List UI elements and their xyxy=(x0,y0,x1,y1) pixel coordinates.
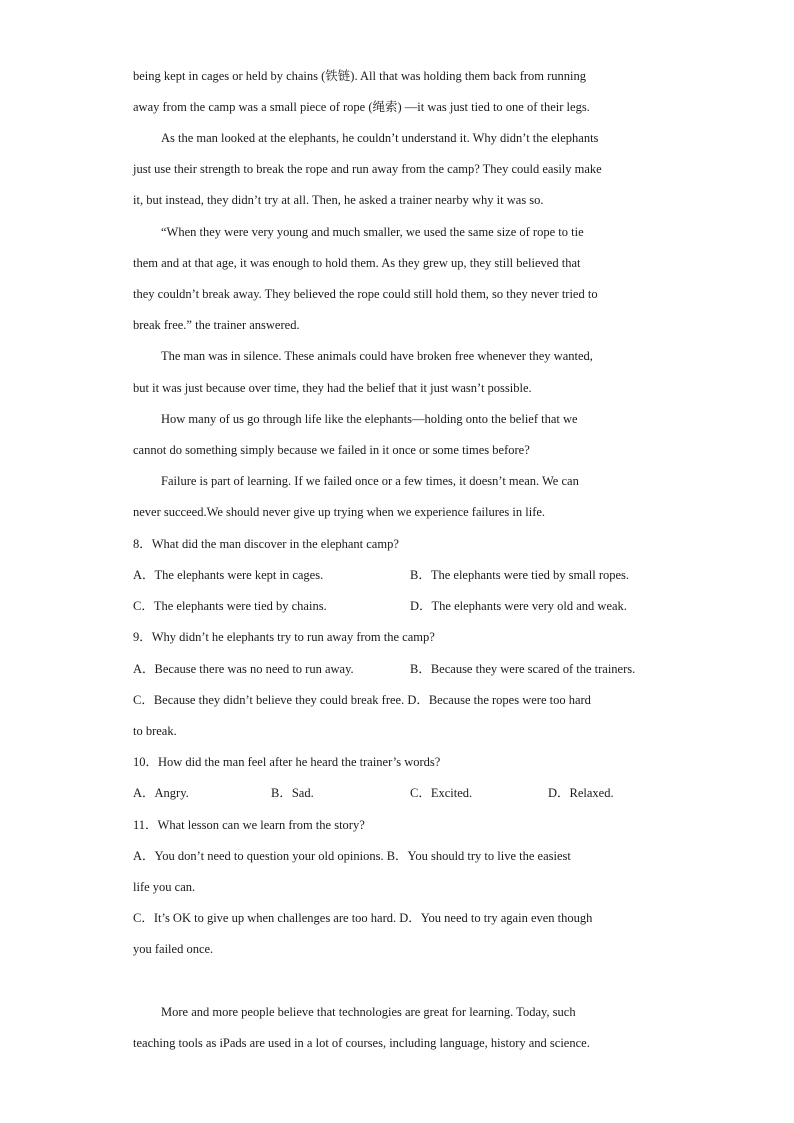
question-9-option-b: B．Because they were scared of the trainers. xyxy=(410,662,636,676)
question-9-options-c-d: C．Because they didn’t believe they could break free. D．Because the ropes were too hard xyxy=(133,693,591,707)
passage-line: How many of us go through life like the elephants—holding onto the belief that we xyxy=(161,412,578,426)
passage-line: cannot do something simply because we failed in it once or some times before? xyxy=(133,443,530,457)
question-11-option-d-continued: you failed once. xyxy=(133,942,214,956)
passage-line: “When they were very young and much smaller, we used the same size of rope to tie xyxy=(161,225,584,239)
question-10-option-c: C．Excited. xyxy=(410,786,473,800)
question-10-option-a: A．Angry. xyxy=(133,786,189,800)
passage-line: teaching tools as iPads are used in a lot of courses, including language, history and science. xyxy=(133,1036,590,1050)
question-10-option-d: D．Relaxed. xyxy=(548,786,614,800)
question-9-option-a: A．Because there was no need to run away. xyxy=(133,662,354,676)
question-8-option-b: B．The elephants were tied by small ropes. xyxy=(410,568,630,582)
passage-line: never succeed.We should never give up trying when we experience failures in life. xyxy=(133,505,546,519)
question-8-option-a: A．The elephants were kept in cages. xyxy=(133,568,324,582)
passage-line: The man was in silence. These animals could have broken free whenever they wanted, xyxy=(161,349,593,363)
question-11-option-b-continued: life you can. xyxy=(133,880,196,894)
passage-line: they couldn’t break away. They believed the rope could still hold them, so they never tried to xyxy=(133,287,598,301)
question-11-stem: 11．What lesson can we learn from the story? xyxy=(133,818,365,832)
passage-line: them and at that age, it was enough to hold them. As they grew up, they still believed that xyxy=(133,256,581,270)
question-8-option-c: C．The elephants were tied by chains. xyxy=(133,599,327,613)
question-10-option-b: B．Sad. xyxy=(271,786,314,800)
passage-line: but it was just because over time, they had the belief that it just wasn’t possible. xyxy=(133,381,532,395)
passage-line: just use their strength to break the rope and run away from the camp? They could easily make xyxy=(133,162,602,176)
passage-line: break free.” the trainer answered. xyxy=(133,318,300,332)
question-10-stem: 10．How did the man feel after he heard the trainer’s words? xyxy=(133,755,441,769)
passage-line: Failure is part of learning. If we failed once or a few times, it doesn’t mean. We can xyxy=(161,474,579,488)
passage-line: being kept in cages or held by chains (铁链). All that was holding them back from running xyxy=(133,69,587,83)
passage-line: As the man looked at the elephants, he couldn’t understand it. Why didn’t the elephants xyxy=(161,131,599,145)
passage-line: away from the camp was a small piece of rope (绳索) —it was just tied to one of their legs. xyxy=(133,100,590,114)
passage-line: More and more people believe that technologies are great for learning. Today, such xyxy=(161,1005,576,1019)
question-11-options-c-d: C．It’s OK to give up when challenges are too hard. D．You need to try again even though xyxy=(133,911,593,925)
question-11-options-a-b: A．You don’t need to question your old opinions. B．You should try to live the easiest xyxy=(133,849,571,863)
passage-line: it, but instead, they didn’t try at all. Then, he asked a trainer nearby why it was so. xyxy=(133,193,544,207)
question-8-option-d: D．The elephants were very old and weak. xyxy=(410,599,627,613)
question-8-stem: 8．What did the man discover in the elephant camp? xyxy=(133,537,399,551)
question-9-stem: 9．Why didn’t he elephants try to run away from the camp? xyxy=(133,630,435,644)
question-9-option-d-continued: to break. xyxy=(133,724,177,738)
